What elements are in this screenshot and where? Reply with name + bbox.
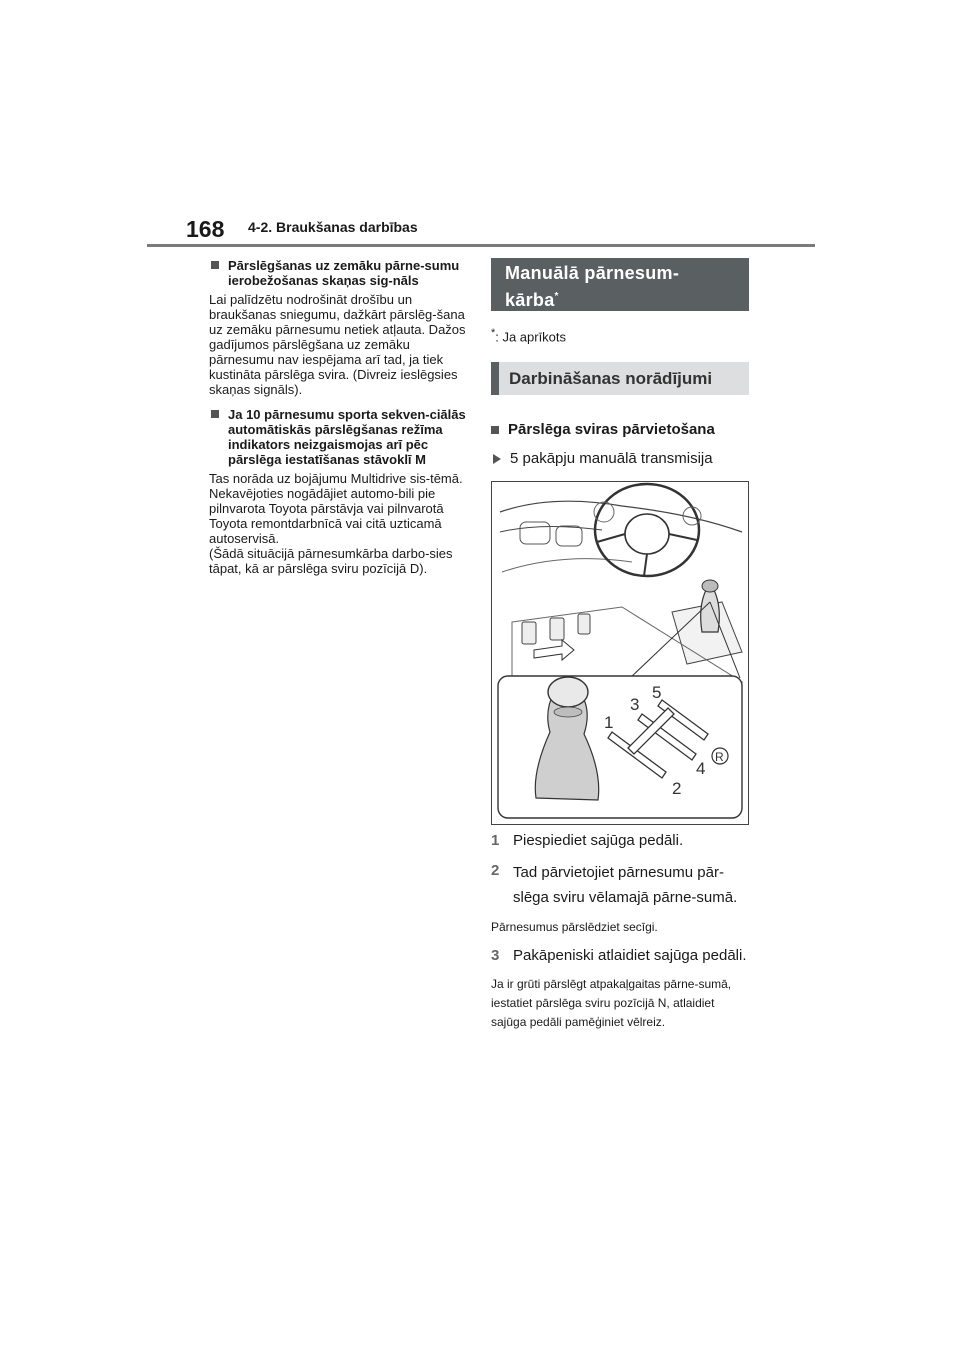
gear-label-2: 2 [672, 779, 682, 799]
subheading-downshift-signal: Pārslēgšanas uz zemāku pārne-sumu ierobežošanas skaņas sig-nāls [209, 258, 473, 288]
section-banner-manual-transmission: Manuālā pārnesum- kārba* [491, 258, 749, 311]
gear-shift-illustration [491, 481, 749, 825]
subheading-indicator: Ja 10 pārnesumu sporta sekven-ciālās automātiskās pārslēgšanas režīma indikators neizgaismojas arī pēc pārslēga iestatīšanas stāvoklī M [209, 407, 473, 467]
paragraph-indicator-note: (Šādā situācijā pārnesumkārba darbo-sies tāpat, kā ar pārslēga sviru pozīcijā D). [209, 546, 453, 576]
footnote: *: Ja aprīkots [491, 327, 567, 345]
page-number: 168 [186, 216, 225, 242]
paragraph-downshift-signal: Lai palīdzētu nodrošināt drošību un braukšanas sniegumu, dažkārt pārslēg-šana uz zemāku pārnesumu netiek atļauta. Dažos gadījumos pārslēgšana uz zemāku pārnesumu nav iespējama arī tad, ja tiek kustināta pārslēga svira. (Divreiz ieslēgsies skaņas signāls). [209, 292, 466, 397]
step-1: 1 Piespiediet sajūga pedāli. [491, 832, 684, 850]
section-title: 4-2. Braukšanas darbības [248, 219, 418, 235]
header-divider [147, 244, 815, 247]
right-column [491, 258, 749, 1032]
subheading-lever-shifting: Pārslēga sviras pārvietošana [491, 421, 749, 439]
square-bullet-icon [491, 426, 499, 434]
triangle-bullet-icon [493, 454, 501, 464]
step-2: 2 Tad pārvietojiet pārnesumu pār-slēga sviru vēlamajā pārne-sumā. [491, 862, 738, 907]
paragraph-indicator: Tas norāda uz bojājumu Multidrive sis-tēmā. Nekavējoties nogādājiet automo-bili pie pilnvarota Toyota pārstāvja vai pilnvarotā Toyota remontdarbnīcā vai citā uzticamā autoservisā. [209, 471, 463, 546]
gear-label-4: 4 [696, 759, 706, 779]
note-reverse-gear: Ja ir grūti pārslēgt atpakaļgaitas pārne-sumā, iestatiet pārslēga sviru pozīcijā N, atlaidiet sajūga pedāli pamēģiniet vēlreiz. [491, 977, 732, 1030]
gear-shift-drawing [492, 482, 748, 824]
square-bullet-icon [211, 261, 219, 269]
gear-label-3: 3 [630, 695, 640, 715]
gear-label-r: R [715, 750, 724, 765]
gear-label-1: 1 [604, 713, 614, 733]
square-bullet-icon [211, 410, 219, 418]
note-shift-sequentially: Pārnesumus pārslēdziet secīgi. [491, 920, 658, 935]
gear-label-5: 5 [652, 683, 662, 703]
step-3: 3 Pakāpeniski atlaidiet sajūga pedāli. [491, 947, 747, 965]
subbanner-operating-instructions: Darbināšanas norādījumi [491, 362, 749, 395]
left-column [209, 258, 473, 586]
bullet-5-speed: 5 pakāpju manuālā transmisija [491, 450, 749, 468]
